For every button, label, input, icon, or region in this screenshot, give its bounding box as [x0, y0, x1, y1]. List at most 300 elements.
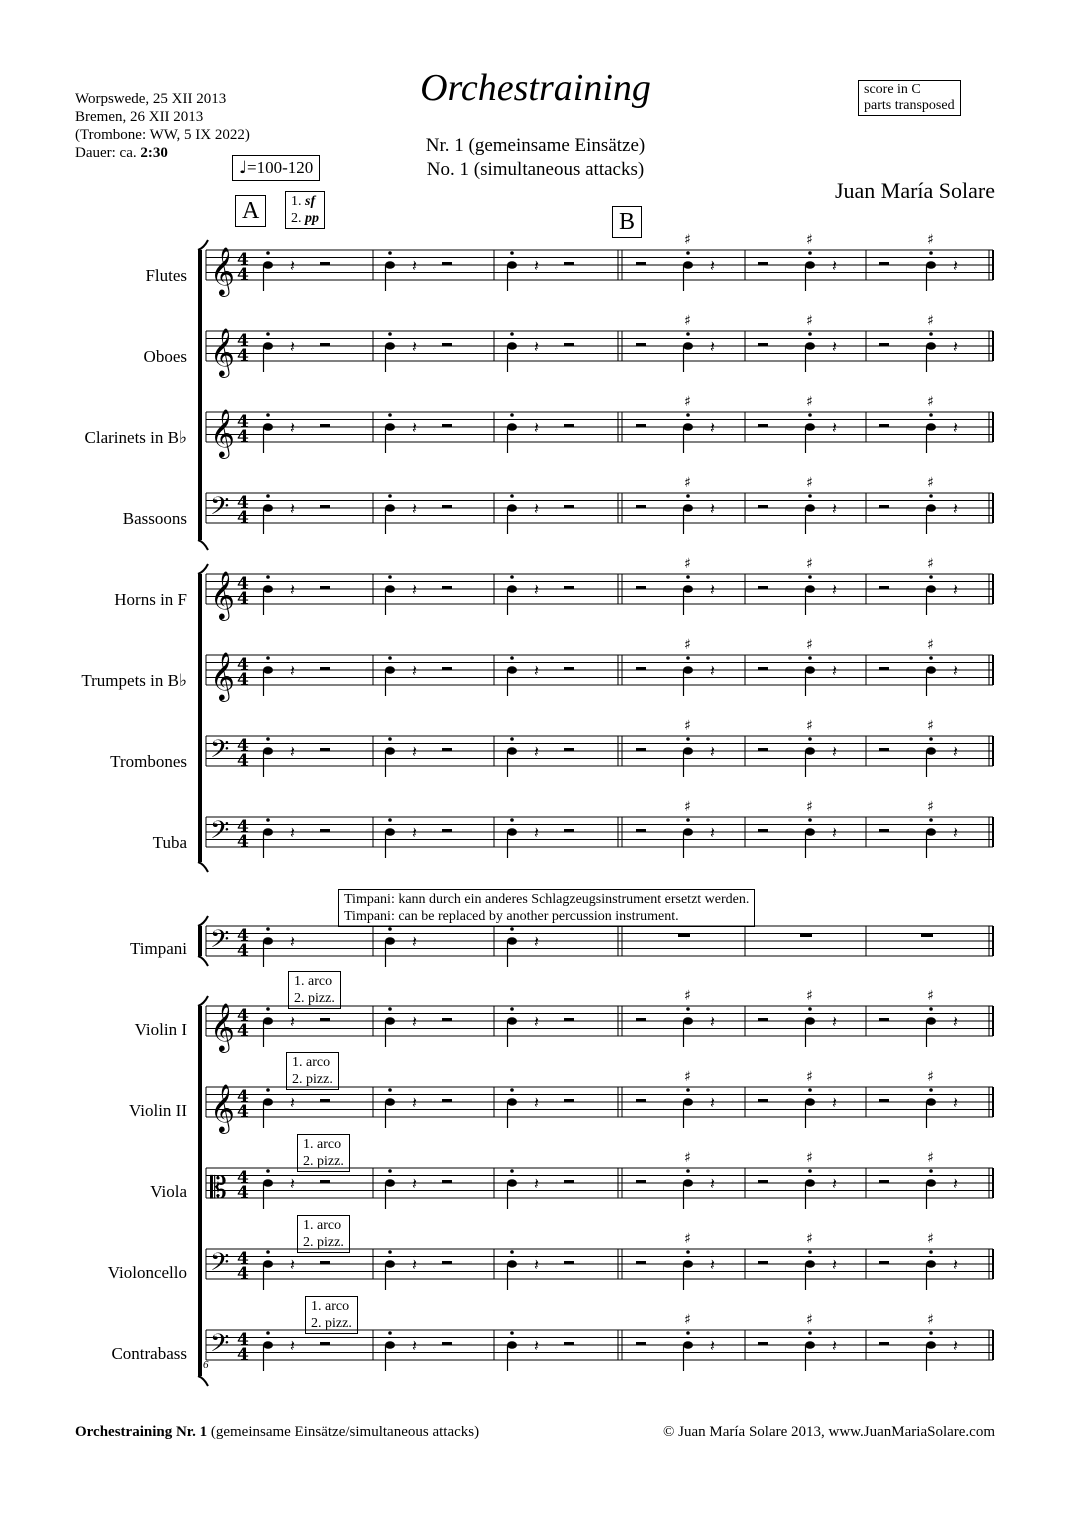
label-trumpets: Trumpets in B♭ [81, 671, 187, 690]
bracket-brass-top [198, 564, 208, 574]
bracket-brass-bottom [198, 862, 208, 872]
time-signature: 4 [237, 346, 249, 366]
half-rest [636, 748, 646, 751]
half-rest [879, 1342, 889, 1345]
staccato-dot [808, 656, 812, 660]
sharp-icon: ♯ [684, 637, 691, 653]
half-rest [879, 1018, 889, 1021]
quarter-rest-icon: 𝄽 [412, 256, 417, 275]
staccato-dot [388, 818, 392, 822]
note-head [507, 261, 517, 269]
sharp-icon: ♯ [927, 988, 934, 1004]
note-head [683, 585, 693, 593]
sharp-icon: ♯ [927, 1312, 934, 1328]
staccato-dot [266, 737, 270, 741]
pizz-text: 2. pizz. [303, 1154, 344, 1169]
quarter-rest-icon: 𝄽 [412, 499, 417, 518]
quarter-rest-icon: 𝄽 [832, 418, 837, 437]
half-rest [758, 1018, 768, 1021]
staccato-dot [808, 1088, 812, 1092]
staccato-dot [266, 927, 270, 931]
time-signature: 4 [237, 670, 249, 690]
date-line-1: Worpswede, 25 XII 2013 [75, 91, 227, 107]
staccato-dot [266, 1250, 270, 1254]
dyn-num-2: 2. [291, 211, 305, 226]
staccato-dot [388, 1007, 392, 1011]
staccato-dot [388, 1169, 392, 1173]
label-trombones: Trombones [110, 752, 187, 771]
note-head [805, 1341, 815, 1349]
score-note-2: parts transposed [864, 98, 955, 113]
staccato-dot [808, 1250, 812, 1254]
staccato-dot [686, 251, 690, 255]
time-signature: 4 [237, 1264, 249, 1284]
quarter-rest-icon: 𝄽 [290, 580, 295, 599]
sharp-icon: ♯ [806, 232, 813, 248]
time-signature: 4 [237, 1006, 249, 1026]
quarter-rest-icon: 𝄽 [832, 742, 837, 761]
staccato-dot [266, 1007, 270, 1011]
half-rest [636, 1018, 646, 1021]
staccato-dot [808, 332, 812, 336]
quarter-rest-icon: 𝄽 [412, 1012, 417, 1031]
time-signature: 4 [237, 508, 249, 528]
note-head [683, 666, 693, 674]
staccato-dot [510, 1169, 514, 1173]
half-rest [564, 829, 574, 832]
quarter-rest-icon: 𝄽 [710, 1336, 715, 1355]
note-head [507, 666, 517, 674]
time-signature: 4 [237, 1330, 249, 1350]
half-rest [879, 748, 889, 751]
staccato-dot [510, 251, 514, 255]
half-rest [879, 1099, 889, 1102]
staccato-dot [929, 332, 933, 336]
dyn-num-1: 1. [291, 194, 305, 209]
staccato-dot [929, 575, 933, 579]
sharp-icon: ♯ [806, 718, 813, 734]
note-head [385, 261, 395, 269]
half-rest [879, 343, 889, 346]
bracket-timpani-top [198, 916, 208, 926]
half-rest [758, 1180, 768, 1183]
note-head [507, 1341, 517, 1349]
staccato-dot [388, 1250, 392, 1254]
quarter-rest-icon: 𝄽 [534, 580, 539, 599]
pizz-text: 2. pizz. [292, 1072, 333, 1087]
staccato-dot [686, 1331, 690, 1335]
treble-clef-icon: 𝄞 [210, 1083, 235, 1132]
note-head [926, 585, 936, 593]
note-head [507, 423, 517, 431]
sharp-icon: ♯ [806, 799, 813, 815]
staccato-dot [510, 413, 514, 417]
sharp-icon: ♯ [927, 1150, 934, 1166]
quarter-rest-icon: 𝄽 [710, 1012, 715, 1031]
tempo-value: =100-120 [247, 158, 314, 177]
half-rest [564, 262, 574, 265]
staccato-dot [929, 251, 933, 255]
treble-clef-icon: 𝄞 [210, 1002, 235, 1051]
half-rest [758, 748, 768, 751]
time-signature: 4 [237, 736, 249, 756]
staccato-dot [266, 413, 270, 417]
quarter-rest-icon: 𝄽 [953, 742, 958, 761]
quarter-rest-icon: 𝄽 [832, 1336, 837, 1355]
quarter-rest-icon: 𝄽 [412, 1093, 417, 1112]
note-head [926, 1341, 936, 1349]
sharp-icon: ♯ [927, 475, 934, 491]
staccato-dot [686, 1169, 690, 1173]
half-rest [320, 1342, 330, 1345]
timpani-note-en: Timpani: can be replaced by another percussion instrument. [344, 909, 679, 924]
note-head [683, 342, 693, 350]
time-signature: 4 [237, 1345, 249, 1365]
quarter-rest-icon: 𝄽 [710, 418, 715, 437]
note-head [263, 1098, 273, 1106]
note-head [385, 423, 395, 431]
half-rest [442, 748, 452, 751]
quarter-rest-icon: 𝄽 [534, 418, 539, 437]
dyn-pp: pp [305, 211, 319, 226]
sharp-icon: ♯ [806, 556, 813, 572]
staccato-dot [510, 818, 514, 822]
bass-clef-icon: 𝄢 [210, 735, 230, 770]
time-signature: 4 [237, 926, 249, 946]
quarter-rest-icon: 𝄽 [710, 742, 715, 761]
quarter-rest-icon: 𝄽 [412, 932, 417, 951]
note-head [385, 585, 395, 593]
quarter-rest-icon: 𝄽 [710, 256, 715, 275]
note-head [263, 828, 273, 836]
note-head [507, 585, 517, 593]
quarter-rest-icon: 𝄽 [710, 499, 715, 518]
half-rest [320, 586, 330, 589]
composer: Juan María Solare [834, 178, 995, 203]
half-rest [636, 505, 646, 508]
quarter-rest-icon: 𝄽 [412, 580, 417, 599]
note-head [805, 504, 815, 512]
half-rest [564, 1018, 574, 1021]
note-head [385, 1341, 395, 1349]
date-line-3: (Trombone: WW, 5 IX 2022) [75, 127, 250, 143]
staccato-dot [808, 575, 812, 579]
subtitle-en: No. 1 (simultaneous attacks) [426, 159, 645, 180]
note-head [385, 1017, 395, 1025]
staccato-dot [929, 1088, 933, 1092]
half-rest [879, 586, 889, 589]
label-violoncello: Violoncello [107, 1263, 187, 1282]
sharp-icon: ♯ [806, 475, 813, 491]
treble-clef-icon: 𝄞 [210, 246, 235, 295]
half-rest [442, 1261, 452, 1264]
bracket-strings-top [198, 996, 208, 1006]
timpani-note-de: Timpani: kann durch ein anderes Schlagzeugsinstrument ersetzt werden. [344, 892, 750, 907]
quarter-rest-icon: 𝄽 [953, 1012, 958, 1031]
sharp-icon: ♯ [927, 1069, 934, 1085]
note-head [507, 1179, 517, 1187]
note-head [263, 585, 273, 593]
half-rest [442, 1099, 452, 1102]
half-rest [320, 1180, 330, 1183]
sharp-icon: ♯ [684, 1231, 691, 1247]
time-signature: 4 [237, 412, 249, 432]
half-rest [564, 748, 574, 751]
quarter-rest-icon: 𝄽 [710, 661, 715, 680]
half-rest [320, 748, 330, 751]
whole-rest [800, 934, 812, 938]
quarter-note-icon: ♩ [239, 158, 248, 178]
staccato-dot [266, 575, 270, 579]
quarter-rest-icon: 𝄽 [710, 823, 715, 842]
note-head [683, 747, 693, 755]
staccato-dot [929, 1007, 933, 1011]
arco-text: 1. arco [294, 974, 333, 989]
half-rest [636, 667, 646, 670]
note-head [805, 342, 815, 350]
half-rest [758, 667, 768, 670]
half-rest [320, 829, 330, 832]
note-head [805, 828, 815, 836]
half-rest [636, 1180, 646, 1183]
half-rest [442, 343, 452, 346]
duration-value: 2:30 [140, 145, 168, 161]
arco-text: 1. arco [303, 1218, 342, 1233]
staccato-dot [388, 413, 392, 417]
sharp-icon: ♯ [927, 718, 934, 734]
note-head [507, 1260, 517, 1268]
quarter-rest-icon: 𝄽 [290, 256, 295, 275]
note-head [805, 261, 815, 269]
half-rest [758, 505, 768, 508]
staccato-dot [686, 737, 690, 741]
half-rest [564, 1342, 574, 1345]
quarter-rest-icon: 𝄽 [290, 1336, 295, 1355]
note-head [926, 828, 936, 836]
half-rest [758, 1342, 768, 1345]
time-signature: 4 [237, 1021, 249, 1041]
half-rest [320, 1099, 330, 1102]
quarter-rest-icon: 𝄽 [832, 580, 837, 599]
note-head [683, 1260, 693, 1268]
half-rest [879, 1261, 889, 1264]
staccato-dot [510, 927, 514, 931]
staccato-dot [686, 818, 690, 822]
quarter-rest-icon: 𝄽 [290, 418, 295, 437]
footer-title-rest: (gemeinsame Einsätze/simultaneous attacks) [207, 1424, 480, 1440]
label-tuba: Tuba [152, 833, 187, 852]
note-head [805, 1017, 815, 1025]
quarter-rest-icon: 𝄽 [832, 256, 837, 275]
half-rest [758, 1099, 768, 1102]
half-rest [320, 262, 330, 265]
quarter-rest-icon: 𝄽 [290, 337, 295, 356]
note-head [805, 1260, 815, 1268]
staccato-dot [929, 656, 933, 660]
label-violin-1: Violin I [134, 1020, 187, 1039]
note-head [507, 1098, 517, 1106]
note-head [385, 1260, 395, 1268]
note-head [926, 423, 936, 431]
time-signature: 4 [237, 832, 249, 852]
staccato-dot [808, 1007, 812, 1011]
note-head [385, 342, 395, 350]
note-head [263, 1341, 273, 1349]
label-clarinets: Clarinets in B♭ [84, 428, 187, 447]
staccato-dot [388, 575, 392, 579]
half-rest [879, 829, 889, 832]
half-rest [320, 424, 330, 427]
staccato-dot [266, 818, 270, 822]
time-signature: 4 [237, 1168, 249, 1188]
time-signature: 4 [237, 1087, 249, 1107]
quarter-rest-icon: 𝄽 [290, 661, 295, 680]
quarter-rest-icon: 𝄽 [953, 1255, 958, 1274]
sharp-icon: ♯ [684, 718, 691, 734]
half-rest [442, 667, 452, 670]
staccato-dot [388, 737, 392, 741]
quarter-rest-icon: 𝄽 [832, 823, 837, 842]
note-head [683, 1098, 693, 1106]
note-head [805, 1179, 815, 1187]
bracket-woodwinds-bottom [198, 540, 208, 550]
quarter-rest-icon: 𝄽 [710, 1255, 715, 1274]
staccato-dot [388, 1088, 392, 1092]
note-head [805, 585, 815, 593]
sharp-icon: ♯ [684, 1150, 691, 1166]
date-line-2: Bremen, 26 XII 2013 [75, 109, 204, 125]
half-rest [442, 1342, 452, 1345]
time-signature: 4 [237, 250, 249, 270]
note-head [263, 666, 273, 674]
half-rest [636, 262, 646, 265]
note-head [683, 261, 693, 269]
half-rest [442, 1018, 452, 1021]
sharp-icon: ♯ [806, 988, 813, 1004]
quarter-rest-icon: 𝄽 [953, 1174, 958, 1193]
quarter-rest-icon: 𝄽 [534, 1336, 539, 1355]
note-head [385, 747, 395, 755]
staccato-dot [929, 494, 933, 498]
quarter-rest-icon: 𝄽 [412, 742, 417, 761]
sharp-icon: ♯ [806, 1150, 813, 1166]
note-head [683, 1017, 693, 1025]
staccato-dot [510, 1088, 514, 1092]
half-rest [564, 343, 574, 346]
label-flutes: Flutes [145, 266, 187, 285]
staccato-dot [808, 251, 812, 255]
staccato-dot [266, 656, 270, 660]
half-rest [758, 586, 768, 589]
sharp-icon: ♯ [684, 475, 691, 491]
sharp-icon: ♯ [806, 313, 813, 329]
bass-clef-icon: 𝄢 [210, 492, 230, 527]
note-head [263, 261, 273, 269]
treble-clef-icon: 𝄞 [210, 408, 235, 457]
label-contrabass: Contrabass [111, 1344, 187, 1363]
time-signature: 4 [237, 331, 249, 351]
footer-title-bold: Orchestraining Nr. 1 [75, 1424, 208, 1440]
sharp-icon: ♯ [684, 988, 691, 1004]
quarter-rest-icon: 𝄽 [534, 932, 539, 951]
half-rest [636, 1342, 646, 1345]
note-head [263, 342, 273, 350]
pizz-text: 2. pizz. [303, 1235, 344, 1250]
staccato-dot [266, 251, 270, 255]
staccato-dot [388, 1331, 392, 1335]
sharp-icon: ♯ [806, 1069, 813, 1085]
half-rest [564, 1180, 574, 1183]
staccato-dot [510, 1007, 514, 1011]
half-rest [442, 586, 452, 589]
staccato-dot [929, 1331, 933, 1335]
staccato-dot [808, 737, 812, 741]
quarter-rest-icon: 𝄽 [534, 742, 539, 761]
quarter-rest-icon: 𝄽 [710, 1174, 715, 1193]
sharp-icon: ♯ [684, 232, 691, 248]
staccato-dot [929, 1169, 933, 1173]
half-rest [758, 262, 768, 265]
note-head [385, 937, 395, 945]
quarter-rest-icon: 𝄽 [534, 256, 539, 275]
note-head [683, 504, 693, 512]
sharp-icon: ♯ [806, 1231, 813, 1247]
time-signature: 4 [237, 1183, 249, 1203]
staccato-dot [686, 332, 690, 336]
sharp-icon: ♯ [806, 394, 813, 410]
quarter-rest-icon: 𝄽 [832, 661, 837, 680]
quarter-rest-icon: 𝄽 [953, 661, 958, 680]
note-head [263, 1017, 273, 1025]
quarter-rest-icon: 𝄽 [832, 499, 837, 518]
half-rest [320, 667, 330, 670]
quarter-rest-icon: 𝄽 [290, 1174, 295, 1193]
staccato-dot [388, 494, 392, 498]
staccato-dot [929, 737, 933, 741]
note-head [926, 504, 936, 512]
quarter-rest-icon: 𝄽 [534, 1255, 539, 1274]
staccato-dot [808, 413, 812, 417]
quarter-rest-icon: 𝄽 [290, 1093, 295, 1112]
staccato-dot [266, 1169, 270, 1173]
half-rest [879, 667, 889, 670]
label-viola: Viola [150, 1182, 187, 1201]
quarter-rest-icon: 𝄽 [412, 337, 417, 356]
note-head [926, 747, 936, 755]
time-signature: 4 [237, 1102, 249, 1122]
staccato-dot [929, 818, 933, 822]
note-head [385, 504, 395, 512]
label-timpani: Timpani [129, 939, 187, 958]
half-rest [442, 829, 452, 832]
note-head [683, 1179, 693, 1187]
staccato-dot [686, 656, 690, 660]
time-signature: 4 [237, 493, 249, 513]
dyn-sf: sf [305, 194, 316, 209]
note-head [263, 937, 273, 945]
note-head [263, 1260, 273, 1268]
quarter-rest-icon: 𝄽 [832, 1093, 837, 1112]
sharp-icon: ♯ [927, 1231, 934, 1247]
half-rest [320, 1018, 330, 1021]
staccato-dot [388, 656, 392, 660]
whole-rest [921, 934, 933, 938]
note-head [926, 261, 936, 269]
staccato-dot [266, 1088, 270, 1092]
half-rest [636, 829, 646, 832]
time-signature: 4 [237, 1249, 249, 1269]
note-head [926, 1017, 936, 1025]
